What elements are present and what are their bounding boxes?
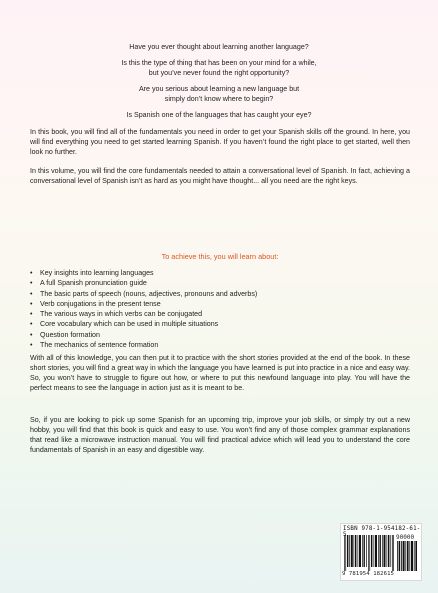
question-3-line-1: Are you serious about learning a new language but — [138, 85, 300, 93]
ean-number: 9 781954 182615 — [342, 571, 395, 577]
intro-paragraph: In this book, you will find all of the fundamentals you need in order to get your Spanish skills off the ground. In here, you will find everything you need to get started learning Spanish. If you haven’t found the right place to get started, well then look no further. — [30, 128, 410, 157]
conversational-paragraph: In this volume, you will find the core fundamentals needed to attain a conversational level of Spanish. In fact, achieving a conversational level of Spanish isn’t as hard as you might have thought... all you need are the right keys. — [30, 167, 410, 186]
ean-barcode-bars — [344, 535, 394, 571]
list-item: • The basic parts of speech (nouns, adjectives, pronouns and adverbs) — [30, 289, 410, 299]
question-3-line-2: simply don’t know where to begin? — [164, 95, 274, 103]
list-item: • The various ways in which verbs can be conjugated — [30, 309, 410, 319]
list-item: • A full Spanish pronunciation guide — [30, 278, 410, 288]
addon-barcode-bars — [397, 541, 418, 571]
question-4: Is Spanish one of the languages that has caught your eye? — [126, 111, 312, 119]
list-item: • Key insights into learning languages — [30, 268, 410, 278]
question-2-line-1: Is this the type of thing that has been on your mind for a while, — [121, 59, 317, 67]
list-item: • Core vocabulary which can be used in multiple situations — [30, 319, 410, 329]
isbn-text: ISBN 978-1-954182-61-5 — [343, 526, 421, 538]
short-stories-paragraph: With all of this knowledge, you can then put it to practice with the short stories provided at the end of the book. In these short stories, you will find a great way in which the language you have learned is put into practice in a nice and easy way. So, you won’t have to struggle to figure out how, or where to put this newfound language into play. You will have the perfect means to see the language in action just as it is meant to be. — [30, 354, 410, 393]
list-item: • Verb conjugations in the present tense — [30, 299, 410, 309]
closing-paragraph: So, if you are looking to pick up some Spanish for an upcoming trip, improve your job skills, or simply try out a new hobby, you will find that this book is quick and easy to use. You won’t find any of those complex grammar explanations that read like a microwave instruction manual. You will find practical advice which will lead you to understand the core fundamentals of Spanish in an easy and digestible way. — [30, 416, 410, 455]
question-2-line-2: but you’ve never found the right opportunity? — [148, 69, 290, 77]
list-item: • The mechanics of sentence formation — [30, 340, 410, 350]
topic-list — [30, 268, 410, 350]
list-item: • Question formation — [30, 330, 410, 340]
price-addon-number: 90000 — [396, 534, 415, 541]
question-1: Have you ever thought about learning another language? — [129, 43, 309, 51]
learn-heading: To achieve this, you will learn about: — [161, 252, 279, 261]
isbn-barcode — [340, 523, 422, 581]
